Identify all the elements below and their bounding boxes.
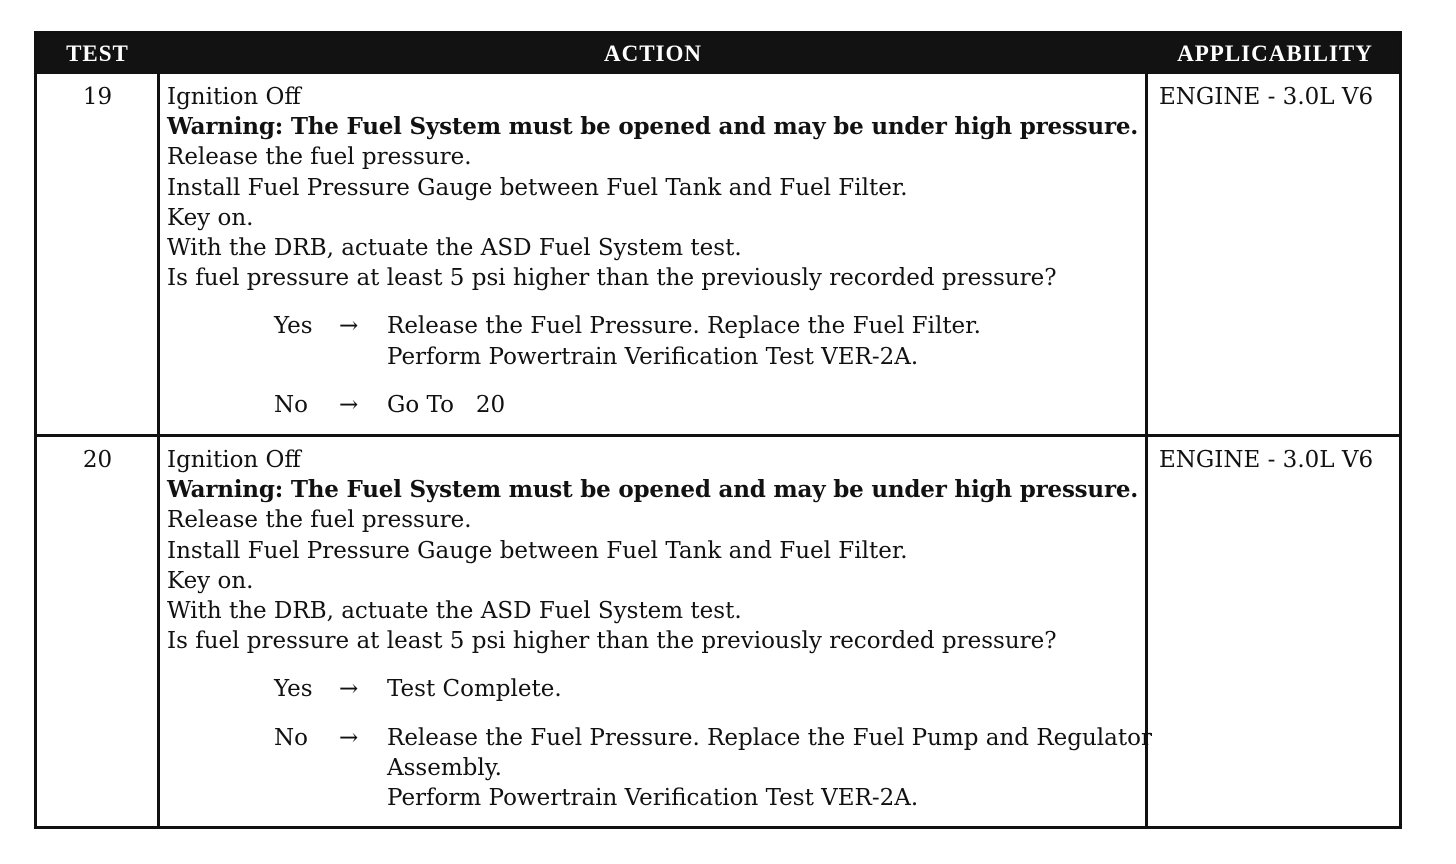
no-response — [167, 723, 1152, 814]
table-header — [37, 34, 1399, 74]
step-key-on: Key on. — [167, 567, 254, 594]
step-actuate-test: With the DRB, actuate the ASD Fuel System test. — [167, 235, 742, 262]
yes-line: Perform Powertrain Verification Test VER-2A. — [387, 343, 919, 370]
no-response — [167, 390, 1142, 420]
step-install-gauge: Install Fuel Pressure Gauge between Fuel Tank and Fuel Filter. — [167, 174, 908, 201]
applicability-cell: ENGINE - 3.0L V6 — [1159, 447, 1374, 473]
step-key-on: Key on. — [167, 204, 254, 231]
step-warning: Warning: The Fuel System must be opened and may be under high pressure. — [167, 113, 1139, 141]
step-ignition-off: Ignition Off — [167, 84, 301, 110]
step-install-gauge: Install Fuel Pressure Gauge between Fuel Tank and Fuel Filter. — [167, 537, 908, 564]
yes-label: Yes — [274, 313, 313, 340]
step-actuate-test: With the DRB, actuate the ASD Fuel System test. — [167, 598, 742, 625]
step-question: Is fuel pressure at least 5 psi higher than the previously recorded pressure? — [167, 628, 1057, 655]
no-line: Release the Fuel Pressure. Replace the Fuel Pump and Regulator — [387, 724, 1152, 751]
no-line: Perform Powertrain Verification Test VER-2A. — [387, 785, 919, 812]
arrow-right-icon: → — [339, 676, 359, 703]
step-release-pressure: Release the fuel pressure. — [167, 507, 472, 534]
test-number: 20 — [82, 447, 113, 473]
header-test: TEST — [66, 41, 129, 66]
step-question: Is fuel pressure at least 5 psi higher than the previously recorded pressure? — [167, 265, 1057, 292]
table-row-test-19 — [37, 74, 1399, 434]
yes-label: Yes — [274, 676, 313, 703]
header-action: ACTION — [603, 41, 702, 66]
no-label: No — [274, 391, 308, 418]
no-line: Go To 20 — [387, 391, 506, 418]
applicability-cell: ENGINE - 3.0L V6 — [1159, 84, 1374, 110]
diagnostic-test-table — [34, 31, 1402, 829]
arrow-right-icon: → — [339, 313, 359, 340]
yes-response — [167, 311, 1142, 371]
test-number: 19 — [82, 84, 113, 110]
no-line: Assembly. — [387, 754, 502, 781]
step-warning: Warning: The Fuel System must be opened and may be under high pressure. — [167, 476, 1139, 504]
yes-line: Release the Fuel Pressure. Replace the Fuel Filter. — [387, 313, 981, 340]
action-cell — [167, 445, 1152, 813]
no-label: No — [274, 724, 308, 751]
action-cell — [167, 82, 1142, 420]
table-row-test-20 — [37, 437, 1399, 827]
arrow-right-icon: → — [339, 391, 359, 418]
step-release-pressure: Release the fuel pressure. — [167, 144, 472, 171]
header-applicability: APPLICABILITY — [1177, 41, 1373, 66]
arrow-right-icon: → — [339, 724, 359, 751]
yes-line: Test Complete. — [387, 676, 562, 703]
step-ignition-off: Ignition Off — [167, 447, 301, 473]
yes-response — [167, 674, 1142, 704]
